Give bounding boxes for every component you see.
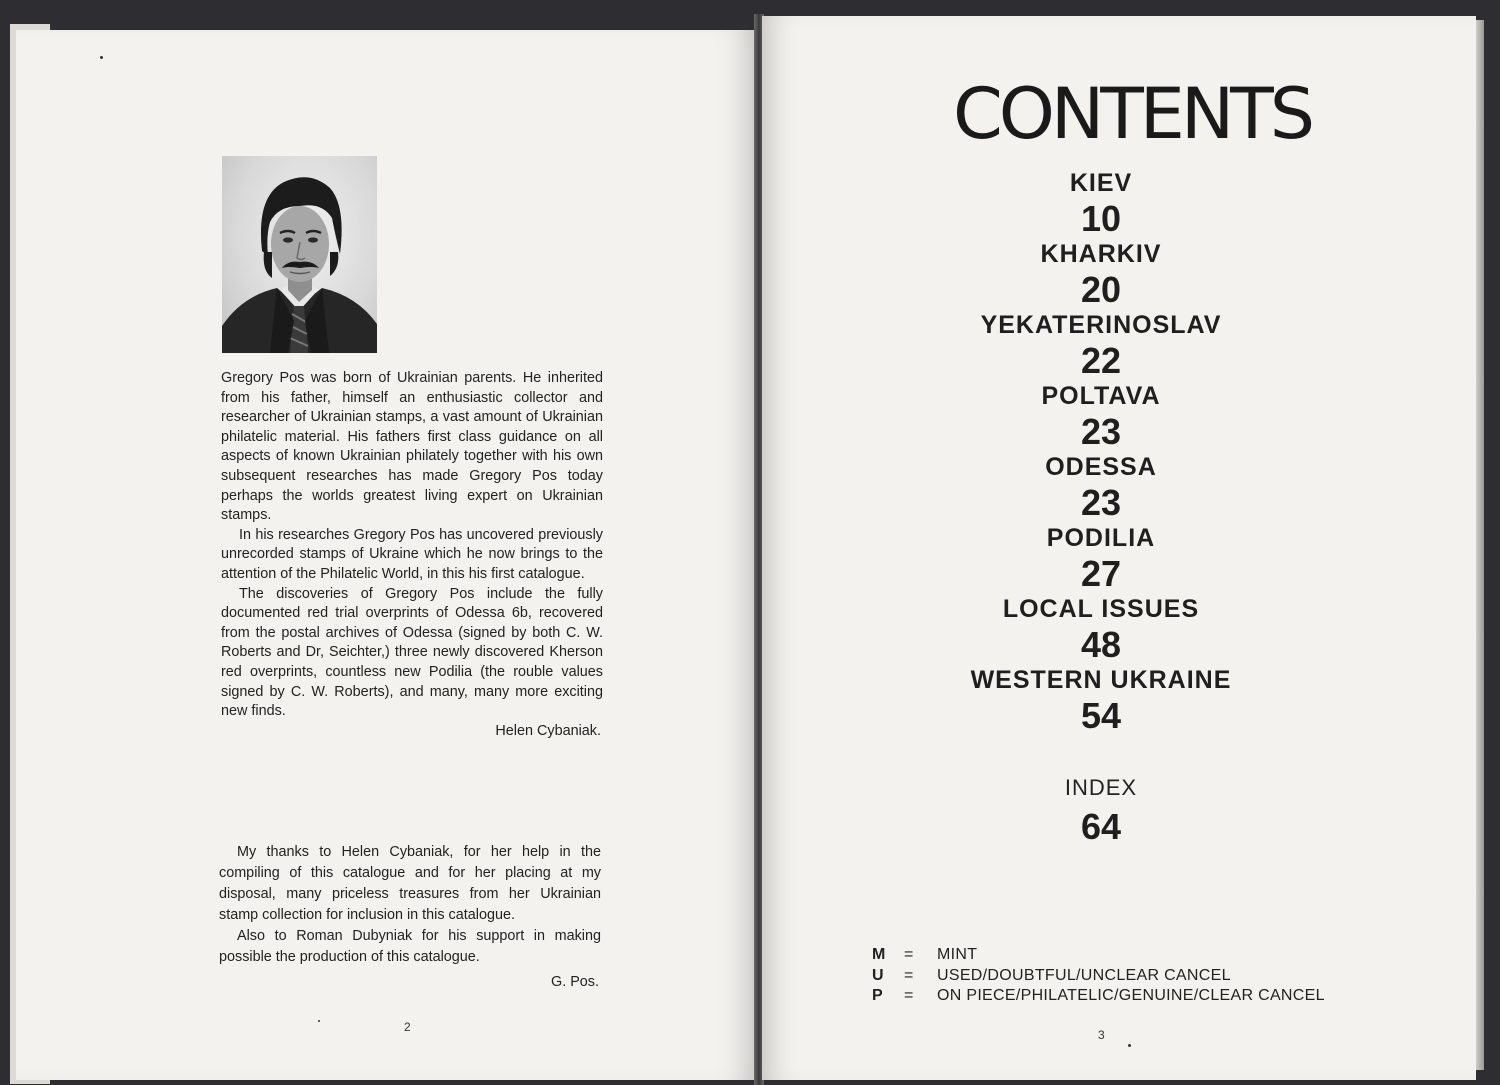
toc-entry	[901, 168, 1301, 239]
legend-row	[872, 945, 1325, 966]
abbreviation-legend	[872, 945, 1325, 1007]
legend-description: ON PIECE/PHILATELIC/GENUINE/CLEAR CANCEL	[937, 987, 1325, 1004]
toc-page-number: 22	[1080, 340, 1122, 381]
legend-equals: =	[904, 966, 914, 984]
legend-description: USED/DOUBTFUL/UNCLEAR CANCEL	[937, 966, 1231, 984]
toc-page-number: 20	[1080, 269, 1122, 310]
page-number: 3	[1098, 1028, 1105, 1042]
thanks-signature: G. Pos.	[551, 974, 599, 990]
toc-section-name: KIEV	[1069, 169, 1133, 197]
bio-signature: Helen Cybaniak.	[495, 722, 601, 739]
toc-page-number: 23	[1080, 482, 1122, 523]
toc-page-number: 54	[1080, 695, 1122, 736]
bio-paragraph: The discoveries of Gregory Pos include the fully documented red trial overprints of Odessa 6b, recovered from the postal archives of Odessa (signed by both C. W. Roberts and Dr, Seichter,) three newly discovered Kherson red overprints, countless new Podilia (the rouble values signed by C. W. Roberts), and many, many more exciting new finds.	[221, 585, 603, 720]
right-page	[762, 16, 1476, 1080]
toc-entry	[901, 523, 1301, 594]
toc-section-name: LOCAL ISSUES	[1002, 595, 1200, 623]
legend-description: MINT	[937, 946, 978, 963]
paper-speck	[1128, 1044, 1131, 1047]
toc-section-name: WESTERN UKRAINE	[970, 666, 1232, 694]
index-page-number: 64	[1080, 806, 1122, 847]
acknowledgements	[219, 842, 601, 993]
toc-page-number: 10	[1080, 198, 1122, 239]
legend-equals: =	[904, 987, 914, 1004]
toc-section-name: ODESSA	[1045, 453, 1157, 481]
left-page	[16, 30, 756, 1080]
legend-key: P	[872, 987, 883, 1004]
toc-entry	[901, 239, 1301, 310]
bio-paragraph: In his researches Gregory Pos has uncovered previously unrecorded stamps of Ukraine which he now brings to the attention of the Philatelic World, in this his first catalogue.	[221, 526, 603, 582]
index-entry	[901, 773, 1301, 851]
toc-page-number: 48	[1080, 624, 1122, 665]
legend-key: M	[872, 946, 886, 963]
legend-row	[872, 986, 1325, 1007]
legend-equals: =	[904, 946, 914, 963]
index-label: INDEX	[1064, 775, 1138, 800]
toc-entry	[901, 665, 1301, 736]
author-portrait	[222, 156, 377, 353]
contents-title: CONTENTS	[953, 73, 1311, 155]
toc-section-name: YEKATERINOSLAV	[980, 311, 1222, 339]
toc-section-name: POLTAVA	[1041, 382, 1161, 410]
portrait-photo-icon	[222, 156, 377, 353]
page-number: 2	[404, 1020, 411, 1034]
legend-key: U	[872, 966, 884, 984]
toc-section-name: KHARKIV	[1040, 240, 1162, 268]
toc-entry	[901, 310, 1301, 381]
legend-row	[872, 966, 1325, 987]
toc-entry	[901, 452, 1301, 523]
author-biography	[221, 369, 603, 741]
toc-page-number: 23	[1080, 411, 1122, 452]
page-stack-edge	[1476, 20, 1484, 1070]
toc-section-name: PODILIA	[1046, 524, 1156, 552]
paper-speck	[100, 56, 103, 59]
toc-entry	[901, 381, 1301, 452]
paper-speck	[318, 1020, 320, 1022]
toc-entry	[901, 594, 1301, 665]
thanks-paragraph: My thanks to Helen Cybaniak, for her help in the compiling of this catalogue and for her placing at my disposal, many priceless treasures from her Ukrainian stamp collection for inclusion in this catalogue.	[219, 844, 601, 923]
thanks-paragraph: Also to Roman Dubyniak for his support in making possible the production of this catalogue.	[219, 928, 601, 965]
toc-page-number: 27	[1080, 553, 1122, 594]
bio-paragraph: Gregory Pos was born of Ukrainian parents. He inherited from his father, himself an enthusiastic collector and researcher of Ukrainian stamps, a vast amount of Ukrainian philatelic material. His fathers first class guidance on all aspects of known Ukrainian philately together with his own subsequent researches has made Gregory Pos today perhaps the worlds greatest living expert on Ukrainian stamps.	[221, 370, 603, 524]
table-of-contents	[901, 168, 1301, 736]
